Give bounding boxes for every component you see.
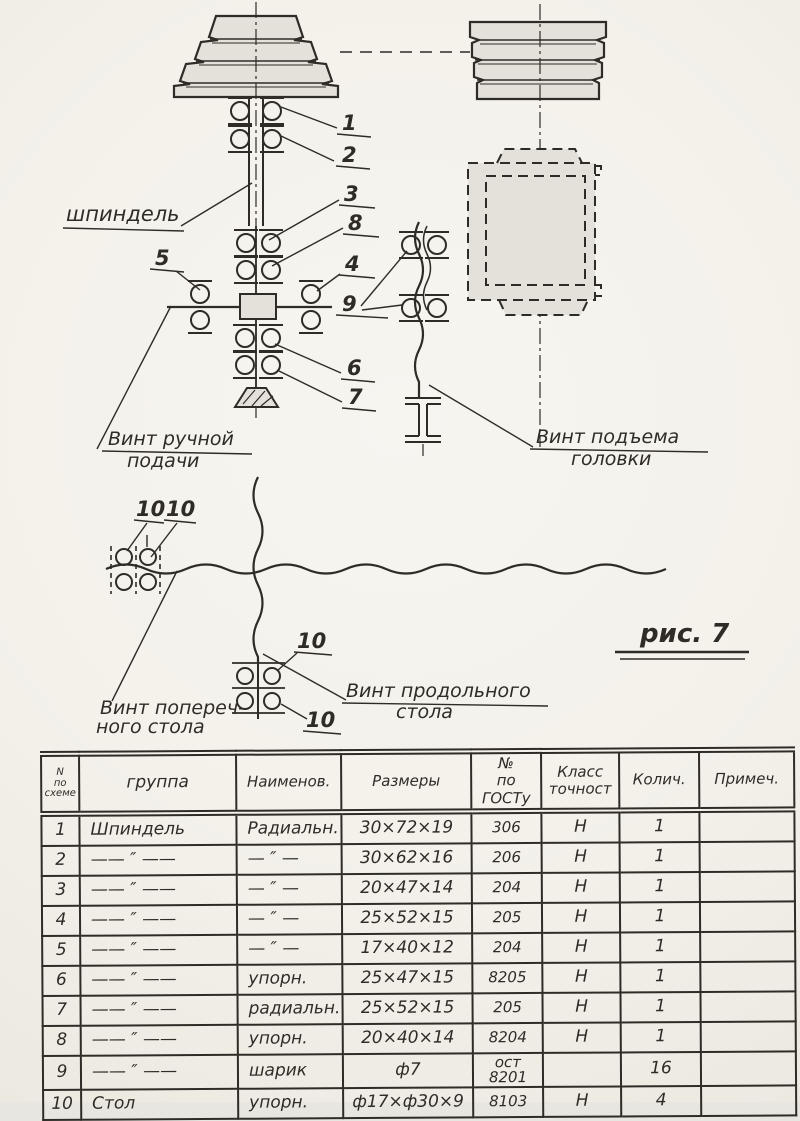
table-cell: 10	[43, 1090, 81, 1120]
table-cell: Н	[543, 1086, 621, 1116]
callout-5: 5	[155, 246, 170, 270]
table-cell: 17×40×12	[342, 933, 472, 964]
cross-table-label-2: ного стола	[96, 716, 205, 738]
table-cell: 8205	[472, 963, 542, 993]
table-cell: ост 8201	[473, 1053, 543, 1087]
table-cell: Н	[542, 932, 620, 962]
table-cell: Н	[543, 1022, 621, 1052]
table-cell: 8103	[473, 1087, 543, 1117]
callout-7: 7	[348, 385, 363, 409]
figure-caption	[615, 619, 749, 659]
table-row	[42, 991, 795, 1026]
figure-caption-text: рис. 7	[640, 619, 730, 649]
table-cell	[700, 991, 795, 1022]
table-cell: 9	[43, 1056, 81, 1090]
table-cell: Н	[542, 902, 620, 932]
table-cell: 25×47×15	[342, 963, 472, 994]
table-row	[42, 961, 795, 996]
table-row	[42, 871, 795, 906]
table-row	[42, 931, 795, 966]
table-cell: 1	[620, 932, 700, 962]
parts-table-body	[41, 809, 796, 1120]
table-cell: 20×40×14	[343, 1023, 473, 1054]
head-lift-screw	[399, 222, 449, 460]
table-cell: —— ″ ——	[80, 965, 237, 996]
table-cell: ф7	[343, 1053, 473, 1088]
table-cell: Н	[542, 872, 620, 902]
col-header: Наименов.	[236, 752, 341, 812]
cone-support-icon	[235, 388, 278, 407]
table-cell: 205	[472, 993, 542, 1023]
table-cell	[701, 1085, 796, 1116]
table-cell: 3	[42, 876, 80, 906]
callout-4: 4	[345, 252, 360, 276]
callout-10c: 10	[297, 629, 327, 653]
table-cell: 5	[42, 936, 80, 966]
table-row	[42, 841, 795, 876]
table-cell: 204	[472, 933, 542, 963]
table-cell: — ″ —	[237, 934, 342, 965]
col-header: Класс точност	[541, 750, 619, 810]
table-cell: 1	[621, 1022, 701, 1052]
callout-8: 8	[348, 211, 363, 235]
table-cell: —— ″ ——	[80, 845, 237, 876]
table-cell: 1	[620, 902, 700, 932]
table-cell	[700, 841, 795, 872]
table-cell: 2	[42, 846, 80, 876]
table-cell: Стол	[81, 1089, 238, 1120]
table-cell: 1	[41, 814, 79, 846]
callout-10b: 10	[166, 497, 196, 521]
table-row	[43, 1085, 796, 1120]
table-cell	[700, 871, 795, 902]
callout-10a: 10	[136, 497, 166, 521]
table-cell: Н	[542, 962, 620, 992]
table-cell: — ″ —	[237, 874, 342, 905]
table-cell: —— ″ ——	[81, 1055, 238, 1090]
table-cell: 30×62×16	[342, 843, 472, 874]
motor-pulley-icon	[470, 22, 606, 99]
table-cell: 8	[43, 1026, 81, 1056]
table-cell: 20×47×14	[342, 873, 472, 904]
head-lift-label-2: головки	[571, 448, 652, 470]
col-header: Колич.	[619, 750, 699, 810]
col-header: Размеры	[341, 751, 471, 812]
table-cell	[701, 1021, 796, 1052]
table-cell	[700, 961, 795, 992]
table-cell	[701, 1051, 796, 1086]
table-cell: 205	[472, 903, 542, 933]
table-cell: —— ″ ——	[80, 935, 237, 966]
table-cell: — ″ —	[237, 844, 342, 875]
callout-1: 1	[342, 111, 357, 135]
head-lift-label-1: Винт подъема	[536, 426, 680, 448]
table-row	[43, 1021, 796, 1056]
table-cell: 204	[472, 873, 542, 903]
table-cell: 7	[42, 996, 80, 1026]
table-cell: —— ″ ——	[80, 995, 237, 1026]
long-table-label-2: стола	[396, 701, 453, 723]
table-cell: 8204	[473, 1023, 543, 1053]
table-cell: 16	[621, 1052, 701, 1086]
table-cell: радиальн.	[237, 994, 342, 1025]
callout-2: 2	[342, 143, 357, 167]
callout-9: 9	[342, 292, 357, 316]
table-cell: —— ″ ——	[81, 1025, 238, 1056]
parts-table-head-row	[41, 749, 794, 813]
table-cell: Н	[542, 992, 620, 1022]
table-cell: 306	[471, 811, 541, 843]
table-cell: 4	[621, 1086, 701, 1116]
table-cell: 1	[620, 962, 700, 992]
table-cell: 1	[620, 992, 700, 1022]
manual-feed-label-1: Винт ручной	[108, 428, 234, 450]
table-row	[42, 901, 795, 936]
callout-10d: 10	[306, 708, 336, 732]
table-cell: шарик	[238, 1054, 343, 1089]
table-cell	[700, 901, 795, 932]
table-cell: 25×52×15	[342, 903, 472, 934]
table-cell	[700, 931, 795, 962]
table-cell: ф17×ф30×9	[343, 1087, 473, 1118]
table-cell	[543, 1052, 621, 1086]
table-cell: 1	[620, 842, 700, 872]
table-cell: упорн.	[237, 964, 342, 995]
table-cell: 25×52×15	[342, 993, 472, 1024]
parts-table-wrap	[40, 746, 795, 1120]
callout-6: 6	[347, 356, 362, 380]
motor-body	[468, 149, 601, 315]
long-table-label-1: Винт продольного	[346, 680, 531, 702]
table-cell: упорн.	[238, 1024, 343, 1055]
i-beam-icon	[405, 398, 441, 442]
table-cell: —— ″ ——	[80, 905, 237, 936]
table-cell	[699, 809, 794, 842]
callout-3: 3	[344, 182, 359, 206]
table-cell: Н	[541, 810, 619, 842]
col-header: N по схеме	[41, 754, 79, 814]
col-header: группа	[79, 753, 236, 814]
table-cell: —— ″ ——	[80, 875, 237, 906]
table-cell: 6	[42, 966, 80, 996]
table-cell: Шпиндель	[79, 813, 236, 846]
table-cell: 4	[42, 906, 80, 936]
spindle-label: шпиндель	[66, 202, 180, 226]
table-cell: 30×72×19	[341, 811, 471, 844]
table-cell: 1	[619, 810, 699, 842]
table-cell: 1	[620, 872, 700, 902]
table-row	[43, 1051, 796, 1090]
table-cell: Радиальн.	[236, 812, 341, 845]
col-header: № по ГОСТу	[471, 751, 541, 811]
manual-feed-label-2: подачи	[127, 450, 200, 472]
table-row	[41, 809, 794, 846]
cross-table-label-1: Винт попереч-	[100, 697, 245, 719]
cross-screw-bearing-block	[111, 546, 160, 594]
table-cell: 206	[472, 843, 542, 873]
table-cell: упорн.	[238, 1088, 343, 1119]
col-header: Примеч.	[699, 749, 794, 809]
parts-table	[40, 746, 797, 1120]
table-cell: Н	[542, 842, 620, 872]
table-cell: — ″ —	[237, 904, 342, 935]
